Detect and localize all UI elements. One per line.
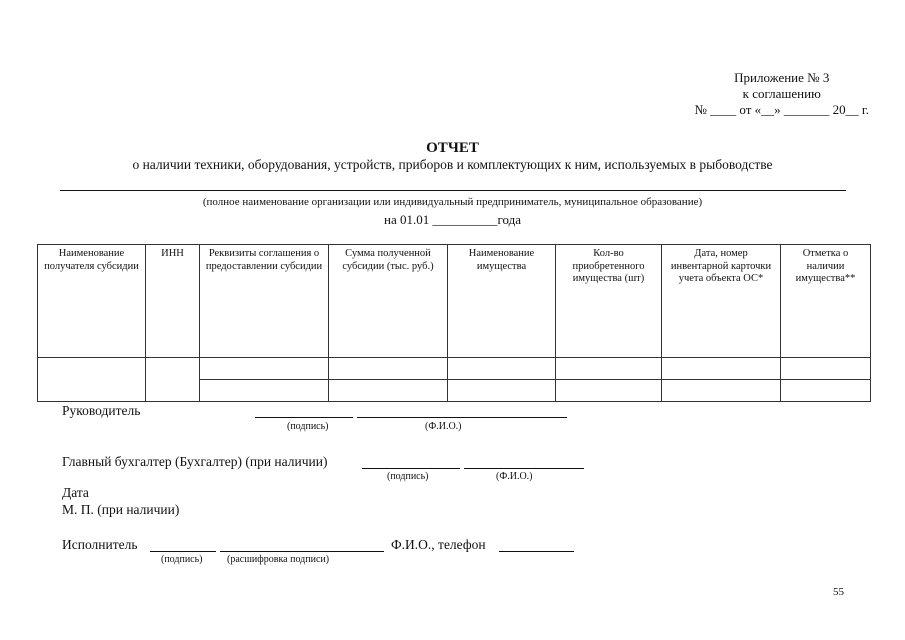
executor-label: Исполнитель bbox=[62, 537, 138, 552]
header-agreement-details: Реквизиты соглашения о предоставлении субсидии bbox=[200, 245, 329, 358]
accountant-sign-hint: (подпись) bbox=[387, 471, 429, 482]
header-property-mark: Отметка о наличии имущества** bbox=[781, 245, 871, 358]
table-cell[interactable] bbox=[448, 380, 556, 402]
header-subsidy-amount: Сумма полученной субсидии (тыс. руб.) bbox=[329, 245, 448, 358]
report-table bbox=[37, 244, 871, 402]
header-inventory-card: Дата, номер инвентарной карточки учета объекта ОС* bbox=[662, 245, 781, 358]
report-subtitle: о наличии техники, оборудования, устройств, приборов и комплектующих к ним, используемых в рыбоводстве bbox=[132, 157, 773, 172]
accountant-fio-line[interactable] bbox=[464, 455, 584, 469]
table-cell[interactable] bbox=[146, 358, 200, 402]
executor-phone-line[interactable] bbox=[499, 538, 574, 552]
head-signature-line[interactable] bbox=[255, 404, 353, 418]
table-cell[interactable] bbox=[448, 358, 556, 380]
organization-hint: (полное наименование организации или индивидуальный предприниматель, муниципальное образование) bbox=[202, 196, 703, 208]
head-label: Руководитель bbox=[62, 403, 141, 418]
accountant-fio-hint: (Ф.И.О.) bbox=[496, 471, 533, 482]
stamp-label: М. П. (при наличии) bbox=[62, 502, 180, 517]
table-cell[interactable] bbox=[662, 358, 781, 380]
head-fio-hint: (Ф.И.О.) bbox=[425, 421, 462, 432]
header-recipient-name: Наименование получателя субсидии bbox=[38, 245, 146, 358]
header-inn: ИНН bbox=[146, 245, 200, 358]
accountant-signature-line[interactable] bbox=[362, 455, 460, 469]
table-cell[interactable] bbox=[200, 380, 329, 402]
organization-name-line bbox=[60, 190, 846, 191]
table-cell[interactable] bbox=[38, 358, 146, 402]
appendix-block bbox=[694, 70, 869, 118]
report-title: ОТЧЕТ bbox=[426, 140, 479, 156]
appendix-title: Приложение № 3 bbox=[734, 70, 830, 85]
table-cell[interactable] bbox=[556, 380, 662, 402]
table-cell[interactable] bbox=[329, 358, 448, 380]
executor-decode-hint: (расшифровка подписи) bbox=[227, 554, 330, 565]
table-cell[interactable] bbox=[556, 358, 662, 380]
executor-fio-phone-label: Ф.И.О., телефон bbox=[391, 537, 486, 552]
report-date-line: на 01.01 __________года bbox=[384, 212, 521, 227]
table-header-row bbox=[38, 245, 871, 358]
table-cell[interactable] bbox=[662, 380, 781, 402]
appendix-agreement: к соглашению bbox=[742, 86, 821, 101]
header-property-count: Кол-во приобретенного имущества (шт) bbox=[556, 245, 662, 358]
table-cell[interactable] bbox=[781, 358, 871, 380]
accountant-label: Главный бухгалтер (Бухгалтер) (при наличии) bbox=[62, 454, 328, 469]
executor-decode-line[interactable] bbox=[220, 538, 384, 552]
table-cell[interactable] bbox=[200, 358, 329, 380]
executor-sign-hint: (подпись) bbox=[161, 554, 203, 565]
date-label: Дата bbox=[62, 485, 89, 500]
head-sign-hint: (подпись) bbox=[287, 421, 329, 432]
table-cell[interactable] bbox=[329, 380, 448, 402]
header-property-name: Наименование имущества bbox=[448, 245, 556, 358]
page-number: 55 bbox=[833, 586, 844, 598]
appendix-number-line: № ____ от «__» _______ 20__ г. bbox=[694, 102, 869, 117]
table-cell[interactable] bbox=[781, 380, 871, 402]
table-row bbox=[38, 358, 871, 380]
executor-signature-line[interactable] bbox=[150, 538, 216, 552]
head-fio-line[interactable] bbox=[357, 404, 567, 418]
